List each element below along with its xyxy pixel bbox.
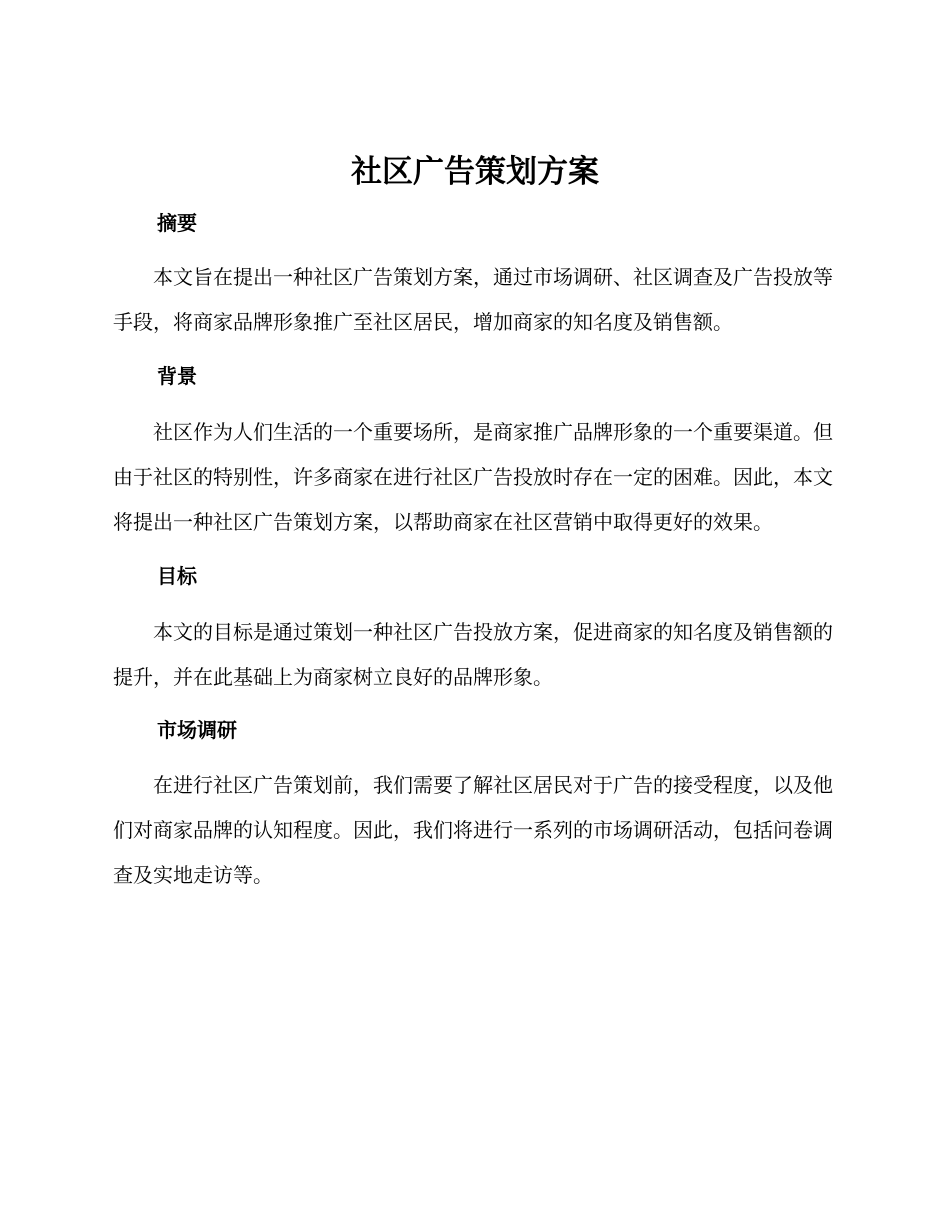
document-body	[113, 203, 833, 898]
section-heading-background: 背景	[157, 364, 197, 388]
section-paragraph-goal: 本文的目标是通过策划一种社区广告投放方案，促进商家的知名度及销售额的提升，并在此基础上为商家树立良好的品牌形象。	[113, 620, 833, 689]
section-heading-abstract: 摘要	[157, 211, 197, 235]
section-paragraph-abstract: 本文旨在提出一种社区广告策划方案，通过市场调研、社区调查及广告投放等手段，将商家品牌形象推广至社区居民，增加商家的知名度及销售额。	[113, 265, 833, 334]
section-heading-goal: 目标	[157, 564, 197, 588]
section-heading-market-research: 市场调研	[157, 718, 237, 742]
section-paragraph-market-research: 在进行社区广告策划前，我们需要了解社区居民对于广告的接受程度，以及他们对商家品牌的认知程度。因此，我们将进行一系列的市场调研活动，包括问卷调查及实地走访等。	[113, 773, 833, 887]
document-title: 社区广告策划方案	[351, 154, 599, 190]
section-paragraph-background: 社区作为人们生活的一个重要场所，是商家推广品牌形象的一个重要渠道。但由于社区的特别性，许多商家在进行社区广告投放时存在一定的困难。因此，本文将提出一种社区广告策划方案，以帮助商家在社区营销中取得更好的效果。	[113, 420, 833, 534]
